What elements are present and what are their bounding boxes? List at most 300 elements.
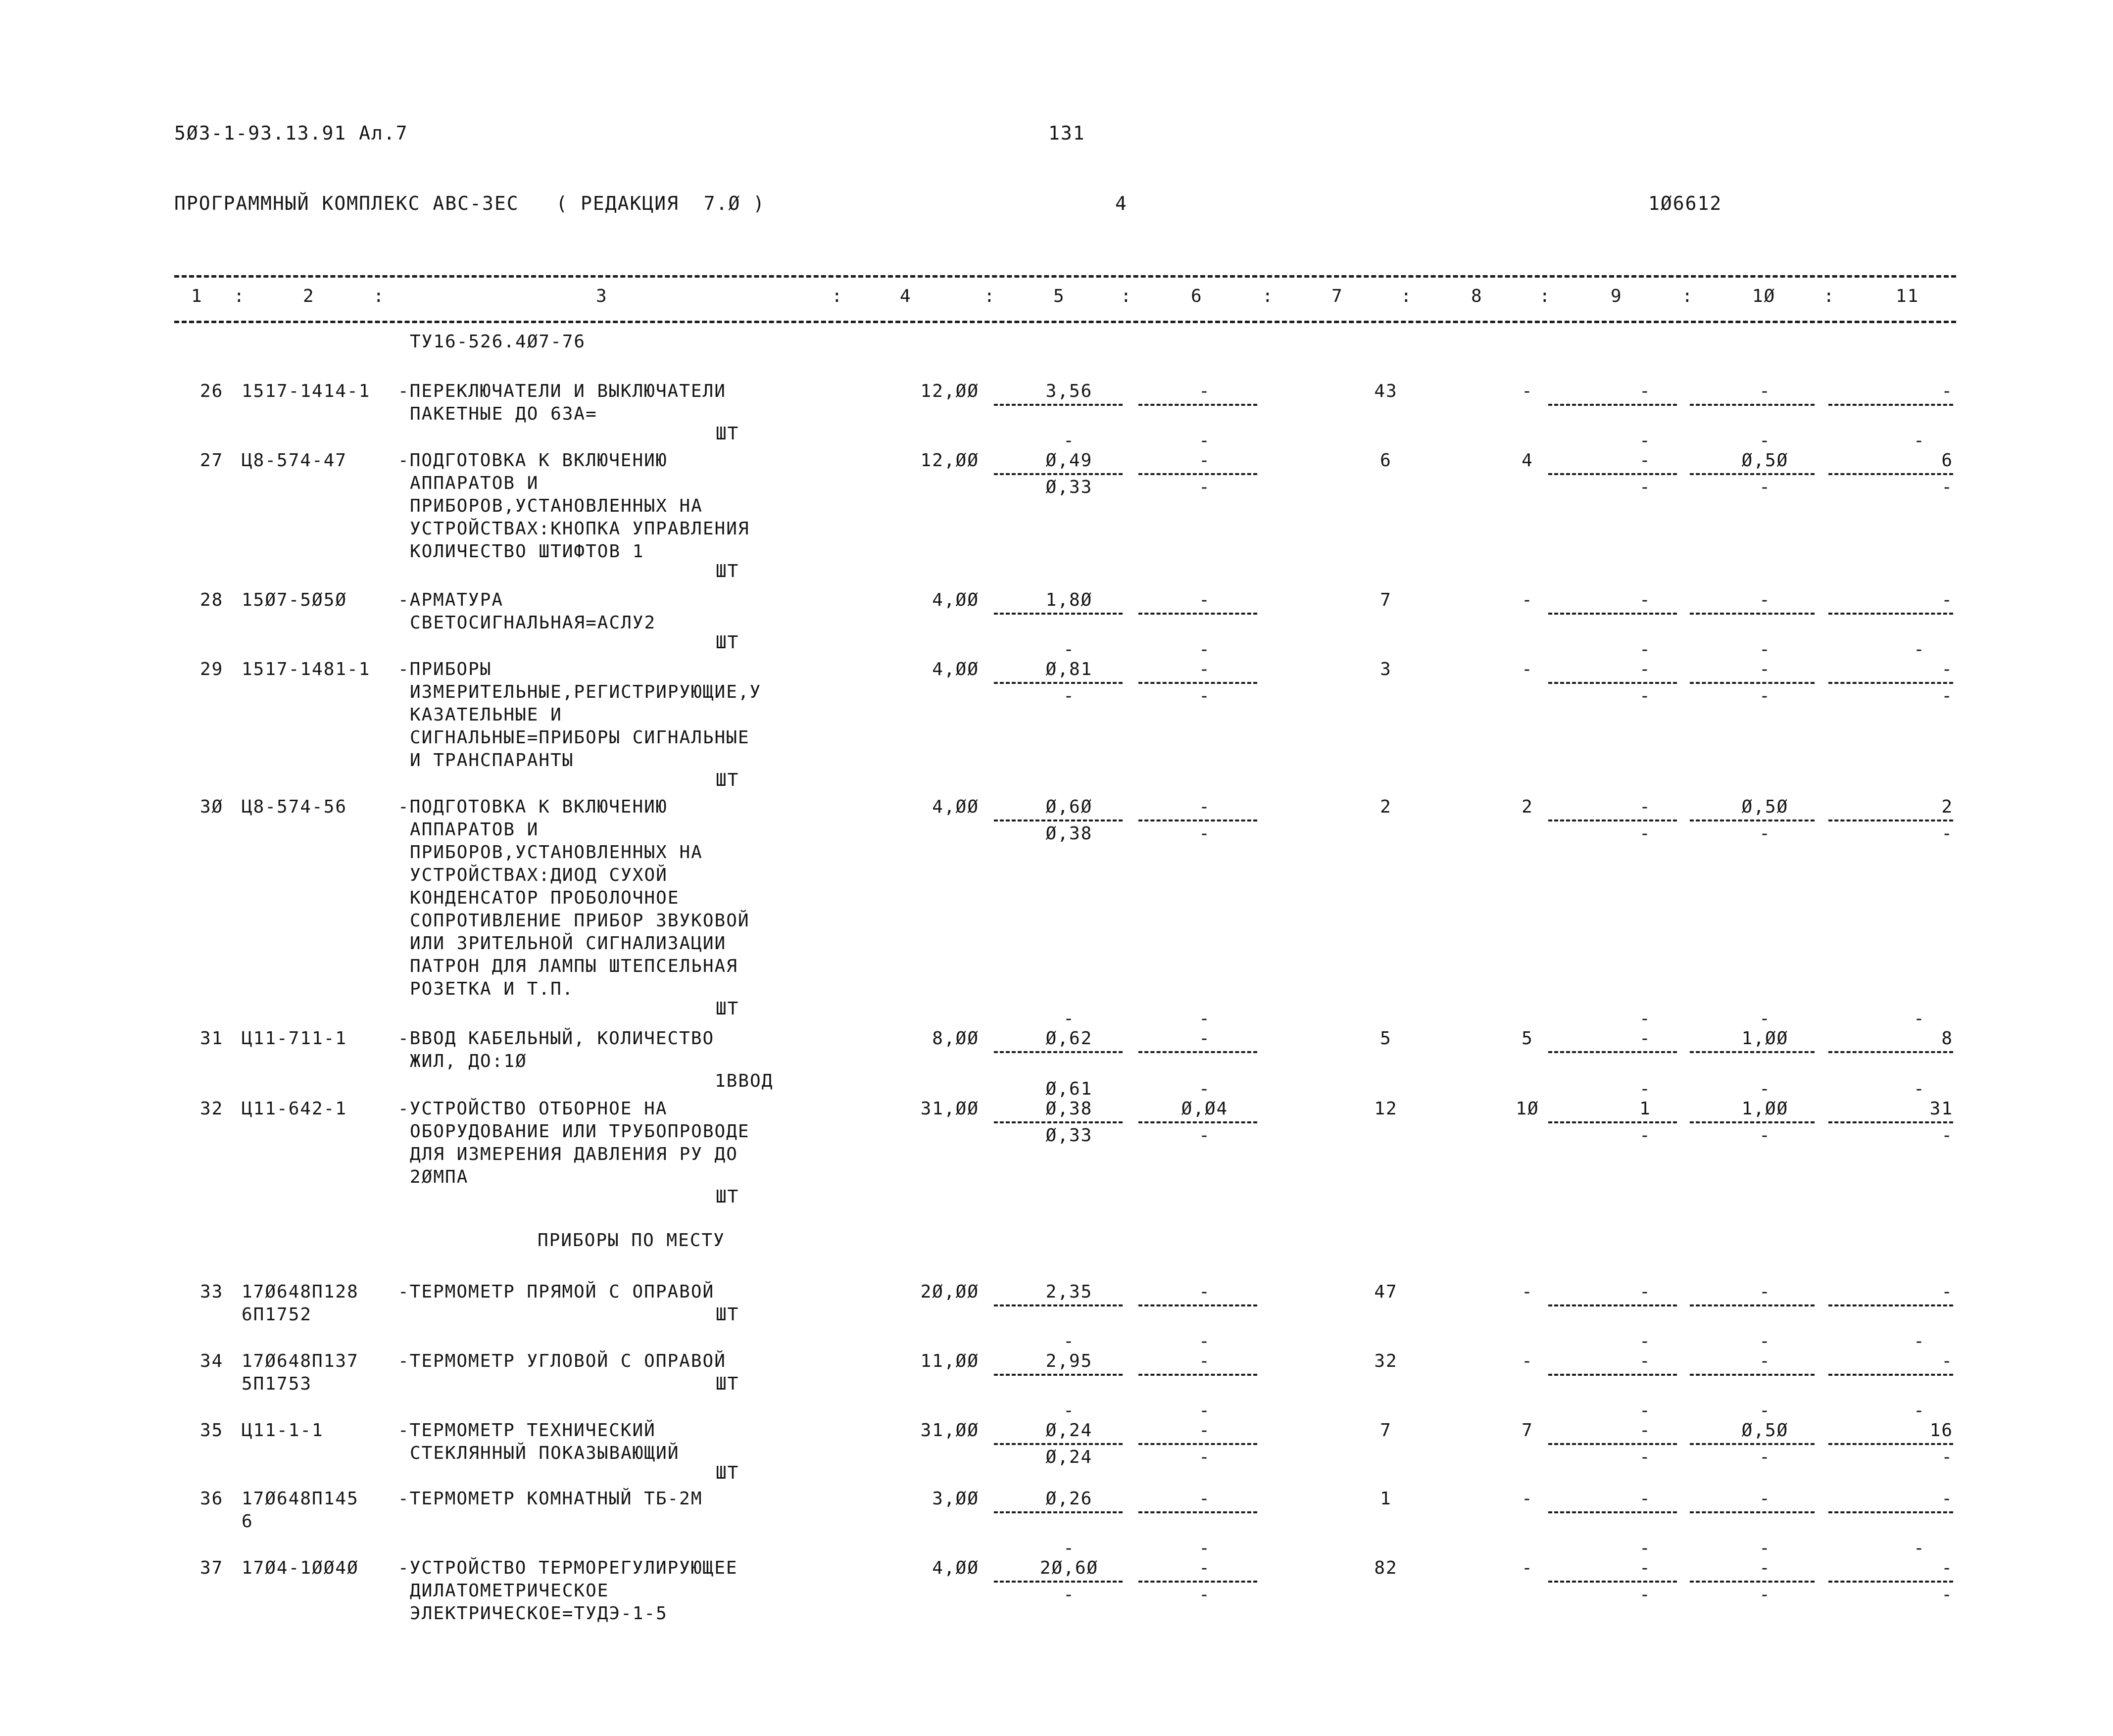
col11-value: -	[1941, 1558, 1953, 1578]
pre-value-col9: -	[1639, 1079, 1651, 1099]
row-description-line: КОЛИЧЕСТВО ШТИФТОВ 1	[410, 541, 644, 562]
row-number: 33	[200, 1282, 224, 1302]
top-note: ТУ16-526.4Ø7-76	[410, 332, 586, 352]
col4-quantity: 8,ØØ	[932, 1028, 979, 1049]
col5-value: Ø,38	[1045, 1099, 1093, 1119]
row-description-line: ДИЛАТОМЕТРИЧЕСКОЕ	[410, 1581, 609, 1601]
col6-divider	[1138, 1121, 1257, 1123]
col9-value: -	[1639, 1558, 1651, 1578]
col9-divider	[1548, 1443, 1677, 1445]
col11-divider	[1828, 820, 1953, 821]
col10-divider	[1690, 820, 1815, 821]
col9-divider	[1548, 613, 1677, 615]
row-code-suffix: 5П1753	[242, 1374, 312, 1394]
row-number: 34	[200, 1351, 224, 1371]
col11-divider	[1828, 1304, 1953, 1306]
row-number: 3Ø	[200, 797, 224, 817]
col9-value: -	[1639, 1282, 1651, 1302]
row-description-line: УСТРОЙСТВАХ:ДИОД СУХОЙ	[410, 865, 668, 885]
pre-value-col6: -	[1199, 1079, 1211, 1099]
col4-quantity: 3,ØØ	[932, 1489, 979, 1509]
col9-value: -	[1639, 450, 1651, 471]
col9-value: 1	[1639, 1099, 1651, 1119]
program-title: ПРОГРАММНЫЙ КОМПЛЕКС АВС-3ЕС ( РЕДАКЦИЯ 7.Ø )	[174, 193, 766, 214]
row-description-line: ПРИБОРОВ,УСТАНОВЛЕННЫХ НА	[410, 496, 703, 516]
row-unit: ШТ	[716, 999, 739, 1019]
col10-value: 1,ØØ	[1741, 1028, 1789, 1049]
col6-value: -	[1199, 659, 1211, 679]
col8-value: -	[1522, 381, 1533, 401]
row-unit: ШТ	[716, 1187, 739, 1207]
col9-divider	[1548, 1121, 1677, 1123]
col9-value: -	[1639, 1028, 1651, 1049]
pre-value-col6: -	[1199, 1400, 1211, 1421]
row-unit: ШТ	[716, 561, 739, 581]
column-header-1: 1	[191, 286, 203, 306]
col9-divider	[1548, 404, 1677, 406]
col6-value: -	[1199, 590, 1211, 610]
row-description-line: АППАРАТОВ И	[410, 820, 539, 840]
row-description-line: СТЕКЛЯННЫЙ ПОКАЗЫВАЮЩИЙ	[410, 1443, 680, 1463]
col6-divider	[1138, 404, 1257, 406]
row-description-line: СИГНАЛЬНЫЕ=ПРИБОРЫ СИГНАЛЬНЫЕ	[410, 727, 750, 748]
row-description-line: -УСТРОЙСТВО ТЕРМОРЕГУЛИРУЮЩЕЕ	[398, 1558, 738, 1578]
row-description-line: -ПРИБОРЫ	[398, 659, 492, 679]
pre-value-col9: -	[1639, 1538, 1651, 1558]
row-description-line: -ПОДГОТОВКА К ВКЛЮЧЕНИЮ	[398, 797, 668, 817]
column-header-7: 7	[1331, 286, 1343, 306]
column-header-10: 1Ø	[1752, 286, 1776, 306]
col5-divider	[994, 1121, 1123, 1123]
row-code: Ц8-574-56	[242, 797, 347, 817]
row-code: Ц11-711-1	[242, 1028, 347, 1049]
col10-divider	[1690, 613, 1815, 615]
column-separator: :	[1121, 286, 1132, 306]
col9-value-secondary: -	[1639, 477, 1651, 497]
row-code-suffix: 6	[242, 1511, 253, 1532]
row-code: 15Ø7-5Ø5Ø	[242, 590, 347, 610]
col5-divider	[994, 1374, 1123, 1376]
col6-value: Ø,Ø4	[1181, 1099, 1228, 1119]
col6-value-secondary: -	[1199, 1447, 1211, 1467]
pre-value-col11: -	[1914, 1079, 1925, 1099]
col11-value: -	[1941, 381, 1953, 401]
col7-value: 32	[1374, 1351, 1398, 1371]
row-description-line: ПРИБОРОВ,УСТАНОВЛЕННЫХ НА	[410, 842, 703, 863]
col10-divider	[1690, 1374, 1815, 1376]
col5-divider	[994, 1581, 1123, 1583]
row-description-line: 2ØМПА	[410, 1167, 469, 1187]
pre-value-col5: -	[1063, 431, 1075, 451]
col6-value: -	[1199, 1028, 1211, 1049]
row-description-line: ЖИЛ, ДО:1Ø	[410, 1051, 527, 1071]
document-code: 5Ø3-1-93.13.91 Ал.7	[174, 122, 408, 144]
row-description-line: -УСТРОЙСТВО ОТБОРНОЕ НА	[398, 1099, 668, 1119]
col5-value: Ø,26	[1045, 1489, 1093, 1509]
pre-value-col9: -	[1639, 1331, 1651, 1351]
col5-value: 2,95	[1045, 1351, 1093, 1371]
col10-divider	[1690, 1511, 1815, 1513]
col11-value-secondary: -	[1941, 823, 1953, 844]
row-unit: ШТ	[716, 1374, 739, 1394]
col9-value: -	[1639, 590, 1651, 610]
row-unit: ШТ	[716, 1304, 739, 1325]
row-number: 29	[200, 659, 224, 679]
col5-divider	[994, 820, 1123, 821]
col10-value-secondary: -	[1759, 1125, 1771, 1146]
row-code: 17Ø648П145	[242, 1489, 359, 1509]
col10-divider	[1690, 404, 1815, 406]
pre-value-col6: -	[1199, 1009, 1211, 1029]
col7-value: 7	[1380, 590, 1392, 610]
header-bottom-rule	[174, 321, 1956, 323]
col9-value: -	[1639, 659, 1651, 679]
col9-divider	[1548, 473, 1677, 475]
row-description-line: ДЛЯ ИЗМЕРЕНИЯ ДАВЛЕНИЯ РУ ДО	[410, 1144, 738, 1164]
sheet-number: 4	[1115, 193, 1128, 214]
col5-divider	[994, 473, 1123, 475]
col5-value-secondary: Ø,24	[1045, 1447, 1093, 1467]
col4-quantity: 2Ø,ØØ	[920, 1282, 979, 1302]
row-description-line: КОНДЕНСАТОР ПРОБОЛОЧНОЕ	[410, 888, 680, 908]
col5-value: Ø,81	[1045, 659, 1093, 679]
row-description-line: КАЗАТЕЛЬНЫЕ И	[410, 705, 562, 725]
col11-value: -	[1941, 659, 1953, 679]
col6-divider	[1138, 820, 1257, 821]
col6-value: -	[1199, 1489, 1211, 1509]
col10-value: Ø,5Ø	[1741, 797, 1789, 817]
col8-value: -	[1522, 659, 1533, 679]
row-description-line: -ТЕРМОМЕТР ПРЯМОЙ С ОПРАВОЙ	[398, 1282, 715, 1302]
pre-value-col11: -	[1914, 639, 1925, 660]
col7-value: 12	[1374, 1099, 1398, 1119]
col8-value: 1Ø	[1516, 1099, 1539, 1119]
col10-value: 1,ØØ	[1741, 1099, 1789, 1119]
col4-quantity: 31,ØØ	[920, 1099, 979, 1119]
row-description-line: СОПРОТИВЛЕНИЕ ПРИБОР ЗВУКОВОЙ	[410, 911, 750, 931]
row-description-line: ИЗМЕРИТЕЛЬНЫЕ,РЕГИСТРИРУЮЩИЕ,У	[410, 682, 762, 702]
col6-value: -	[1199, 381, 1211, 401]
pre-value-col10: -	[1759, 639, 1771, 660]
row-code-suffix: 6П1752	[242, 1304, 312, 1325]
col10-divider	[1690, 1581, 1815, 1583]
col9-value: -	[1639, 381, 1651, 401]
col8-value: -	[1522, 1351, 1533, 1371]
column-header-9: 9	[1611, 286, 1622, 306]
row-number: 26	[200, 381, 224, 401]
col6-divider	[1138, 1304, 1257, 1306]
col8-value: 4	[1522, 450, 1533, 471]
col4-quantity: 4,ØØ	[932, 1558, 979, 1578]
col10-value: -	[1759, 590, 1771, 610]
column-header-11: 11	[1896, 286, 1919, 306]
row-code: Ц8-574-47	[242, 450, 347, 471]
col10-value-secondary: -	[1759, 1447, 1771, 1467]
col9-divider	[1548, 820, 1677, 821]
row-code: 17Ø648П137	[242, 1351, 359, 1371]
column-header-4: 4	[900, 286, 912, 306]
pre-value-col6: -	[1199, 431, 1211, 451]
col11-divider	[1828, 1374, 1953, 1376]
col10-value: -	[1759, 1282, 1771, 1302]
row-unit: ШТ	[716, 1463, 739, 1483]
col5-value: Ø,24	[1045, 1420, 1093, 1441]
column-separator: :	[1682, 286, 1694, 306]
col7-value: 7	[1380, 1420, 1392, 1441]
col4-quantity: 4,ØØ	[932, 659, 979, 679]
pre-value-col5: -	[1063, 1400, 1075, 1421]
col5-divider	[994, 1304, 1123, 1306]
pre-value-col11: -	[1914, 1009, 1925, 1029]
row-code: Ц11-1-1	[242, 1420, 324, 1441]
col5-value: 2,35	[1045, 1282, 1093, 1302]
col5-value: Ø,62	[1045, 1028, 1093, 1049]
column-separator: :	[984, 286, 996, 306]
row-unit: ШТ	[716, 424, 739, 444]
col10-value: -	[1759, 1558, 1771, 1578]
col11-value-secondary: -	[1941, 1125, 1953, 1146]
col10-divider	[1690, 1051, 1815, 1053]
col11-divider	[1828, 682, 1953, 684]
row-code: 17Ø648П128	[242, 1282, 359, 1302]
document-id: 1Ø6612	[1648, 193, 1722, 214]
page-number: 131	[1048, 122, 1085, 144]
col6-value: -	[1199, 797, 1211, 817]
col5-divider	[994, 1051, 1123, 1053]
column-separator: :	[1539, 286, 1551, 306]
col10-divider	[1690, 1443, 1815, 1445]
col11-value: 2	[1941, 797, 1953, 817]
col11-divider	[1828, 1511, 1953, 1513]
col6-value: -	[1199, 450, 1211, 471]
pre-value-col5: -	[1063, 1331, 1075, 1351]
column-separator: :	[373, 286, 385, 306]
pre-value-col10: -	[1759, 1009, 1771, 1029]
col5-divider	[994, 1511, 1123, 1513]
col11-divider	[1828, 613, 1953, 615]
column-header-3: 3	[596, 286, 608, 306]
pre-value-col11: -	[1914, 1331, 1925, 1351]
col10-divider	[1690, 1121, 1815, 1123]
col5-value: Ø,49	[1045, 450, 1093, 471]
col6-divider	[1138, 1581, 1257, 1583]
col6-divider	[1138, 1374, 1257, 1376]
col6-value-secondary: -	[1199, 477, 1211, 497]
pre-value-col5: -	[1063, 1009, 1075, 1029]
pre-value-col6: -	[1199, 1538, 1211, 1558]
row-description-line: СВЕТОСИГНАЛЬНАЯ=АСЛУ2	[410, 613, 656, 633]
col11-value: -	[1941, 1489, 1953, 1509]
pre-value-col9: -	[1639, 1009, 1651, 1029]
col9-value: -	[1639, 797, 1651, 817]
row-number: 37	[200, 1558, 224, 1578]
column-header-6: 6	[1191, 286, 1203, 306]
column-separator: :	[1262, 286, 1274, 306]
col11-value: -	[1941, 590, 1953, 610]
col6-divider	[1138, 473, 1257, 475]
col5-value-secondary: Ø,33	[1045, 477, 1093, 497]
col8-value: -	[1522, 590, 1533, 610]
pre-value-col5: -	[1063, 1538, 1075, 1558]
col7-value: 82	[1374, 1558, 1398, 1578]
col6-divider	[1138, 1511, 1257, 1513]
row-description-line: ЭЛЕКТРИЧЕСКОЕ=ТУДЭ-1-5	[410, 1603, 668, 1624]
col7-value: 6	[1380, 450, 1392, 471]
col5-divider	[994, 613, 1123, 615]
col10-value: Ø,5Ø	[1741, 1420, 1789, 1441]
row-code: 1517-1414-1	[242, 381, 371, 401]
row-code: 17Ø4-1ØØ4Ø	[242, 1558, 359, 1578]
col4-quantity: 12,ØØ	[920, 450, 979, 471]
col11-value: 6	[1941, 450, 1953, 471]
col9-divider	[1548, 1581, 1677, 1583]
column-header-2: 2	[303, 286, 315, 306]
pre-value-col9: -	[1639, 431, 1651, 451]
pre-value-col6: -	[1199, 639, 1211, 660]
col5-divider	[994, 1443, 1123, 1445]
col6-value: -	[1199, 1420, 1211, 1441]
col7-value: 43	[1374, 381, 1398, 401]
col9-divider	[1548, 1374, 1677, 1376]
pre-value-col11: -	[1914, 1538, 1925, 1558]
row-description-line: -ПЕРЕКЛЮЧАТЕЛИ И ВЫКЛЮЧАТЕЛИ	[398, 381, 726, 401]
col5-value: 1,8Ø	[1045, 590, 1093, 610]
col8-value: 2	[1522, 797, 1533, 817]
col7-value: 47	[1374, 1282, 1398, 1302]
col8-value: 5	[1522, 1028, 1533, 1049]
col8-value: -	[1522, 1558, 1533, 1578]
col7-value: 5	[1380, 1028, 1392, 1049]
row-description-line: -ПОДГОТОВКА К ВКЛЮЧЕНИЮ	[398, 450, 668, 471]
col9-divider	[1548, 682, 1677, 684]
col6-value: -	[1199, 1282, 1211, 1302]
row-unit: ШТ	[716, 770, 739, 790]
col11-divider	[1828, 404, 1953, 406]
col11-value-secondary: -	[1941, 1447, 1953, 1467]
column-separator: :	[1823, 286, 1835, 306]
row-description-line: -ТЕРМОМЕТР КОМНАТНЫЙ ТБ-2М	[398, 1489, 703, 1509]
row-description-line: ПАТРОН ДЛЯ ЛАМПЫ ШТЕПСЕЛЬНАЯ	[410, 956, 738, 976]
row-unit: 1ВВОД	[715, 1071, 774, 1091]
pre-value-col10: -	[1759, 1400, 1771, 1421]
col4-quantity: 31,ØØ	[920, 1420, 979, 1441]
col6-divider	[1138, 613, 1257, 615]
row-number: 35	[200, 1420, 224, 1441]
col6-value-secondary: -	[1199, 686, 1211, 706]
col5-value-secondary: -	[1063, 1585, 1075, 1605]
col4-quantity: 12,ØØ	[920, 381, 979, 401]
col4-quantity: 4,ØØ	[932, 797, 979, 817]
column-separator: :	[234, 286, 246, 306]
col11-divider	[1828, 1443, 1953, 1445]
row-description-line: РОЗЕТКА И Т.П.	[410, 979, 574, 999]
col6-divider	[1138, 682, 1257, 684]
col9-value-secondary: -	[1639, 1125, 1651, 1146]
col5-divider	[994, 682, 1123, 684]
col9-value: -	[1639, 1489, 1651, 1509]
col11-divider	[1828, 473, 1953, 475]
col6-value-secondary: -	[1199, 1125, 1211, 1146]
column-header-5: 5	[1053, 286, 1065, 306]
row-number: 27	[200, 450, 224, 471]
pre-value-col6: -	[1199, 1331, 1211, 1351]
pre-value-col9: -	[1639, 1400, 1651, 1421]
col5-value-secondary: -	[1063, 686, 1075, 706]
col10-value: -	[1759, 1351, 1771, 1371]
col4-quantity: 4,ØØ	[932, 590, 979, 610]
col11-divider	[1828, 1051, 1953, 1053]
col11-value: -	[1941, 1351, 1953, 1371]
col5-value-secondary: Ø,38	[1045, 823, 1093, 844]
col8-value: -	[1522, 1489, 1533, 1509]
column-header-8: 8	[1471, 286, 1483, 306]
col10-value-secondary: -	[1759, 823, 1771, 844]
pre-value-col10: -	[1759, 1538, 1771, 1558]
col5-value: Ø,6Ø	[1045, 797, 1093, 817]
pre-value-col11: -	[1914, 1400, 1925, 1421]
pre-value-col10: -	[1759, 431, 1771, 451]
col7-value: 1	[1380, 1489, 1392, 1509]
col9-divider	[1548, 1511, 1677, 1513]
pre-value-col11: -	[1914, 431, 1925, 451]
col5-value: 2Ø,6Ø	[1039, 1558, 1099, 1578]
col11-value-secondary: -	[1941, 477, 1953, 497]
col10-divider	[1690, 473, 1815, 475]
row-description-line: УСТРОЙСТВАХ:КНОПКА УПРАВЛЕНИЯ	[410, 519, 750, 539]
col11-value: 31	[1929, 1099, 1953, 1119]
col6-value-secondary: -	[1199, 823, 1211, 844]
pre-value-col10: -	[1759, 1079, 1771, 1099]
col6-value-secondary: -	[1199, 1585, 1211, 1605]
header-top-rule	[174, 275, 1956, 278]
row-description-line: ИЛИ ЗРИТЕЛЬНОЙ СИГНАЛИЗАЦИИ	[410, 933, 727, 954]
col9-value-secondary: -	[1639, 1585, 1651, 1605]
col5-divider	[994, 404, 1123, 406]
pre-value-col9: -	[1639, 639, 1651, 660]
col6-divider	[1138, 1443, 1257, 1445]
col11-divider	[1828, 1581, 1953, 1583]
row-description-line: -ТЕРМОМЕТР УГЛОВОЙ С ОПРАВОЙ	[398, 1351, 726, 1371]
col10-value-secondary: -	[1759, 1585, 1771, 1605]
row-number: 28	[200, 590, 224, 610]
section-heading: ПРИБОРЫ ПО МЕСТУ	[538, 1230, 725, 1251]
col8-value: 7	[1522, 1420, 1533, 1441]
col11-value-secondary: -	[1941, 686, 1953, 706]
col10-divider	[1690, 1304, 1815, 1306]
column-separator: :	[832, 286, 843, 306]
col11-value: -	[1941, 1282, 1953, 1302]
pre-value-col5: Ø,61	[1045, 1079, 1093, 1099]
col9-value: -	[1639, 1420, 1651, 1441]
row-description-line: -ВВОД КАБЕЛЬНЫЙ, КОЛИЧЕСТВО	[398, 1028, 715, 1049]
row-number: 36	[200, 1489, 224, 1509]
col10-divider	[1690, 682, 1815, 684]
row-number: 32	[200, 1099, 224, 1119]
col4-quantity: 11,ØØ	[920, 1351, 979, 1371]
col9-value-secondary: -	[1639, 823, 1651, 844]
row-number: 31	[200, 1028, 224, 1049]
col7-value: 3	[1380, 659, 1392, 679]
column-separator: :	[1401, 286, 1413, 306]
col9-value-secondary: -	[1639, 686, 1651, 706]
row-description-line: АППАРАТОВ И	[410, 473, 539, 493]
row-description-line: ПАКЕТНЫЕ ДО 63А=	[410, 404, 597, 424]
col6-value: -	[1199, 1558, 1211, 1578]
col9-value: -	[1639, 1351, 1651, 1371]
col9-divider	[1548, 1051, 1677, 1053]
row-description-line: ОБОРУДОВАНИЕ ИЛИ ТРУБОПРОВОДЕ	[410, 1121, 750, 1142]
col6-value: -	[1199, 1351, 1211, 1371]
